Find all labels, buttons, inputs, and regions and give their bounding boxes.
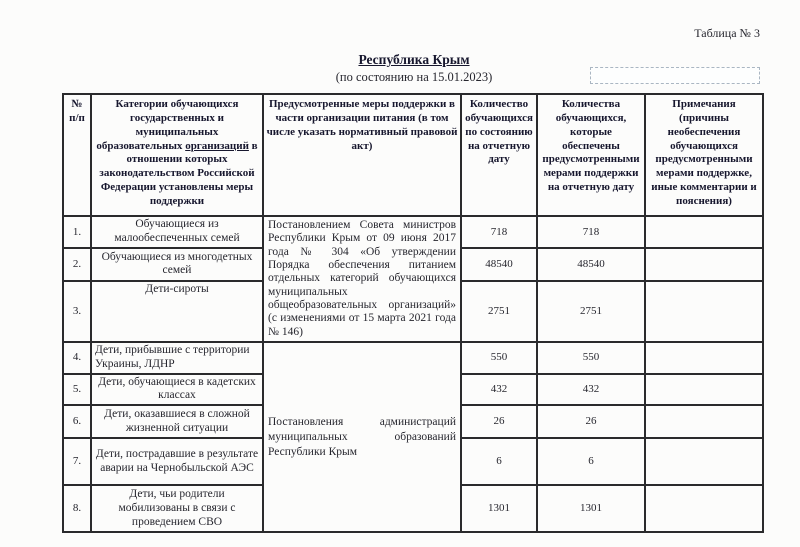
measures-cell-group-2: Постановления администраций муниципальных образований Республики Крым: [263, 342, 461, 532]
page-title: Республика Крым: [358, 52, 470, 67]
count-provided-cell: 1301: [537, 485, 645, 532]
notes-cell: [645, 216, 763, 248]
category-cell: Дети, чьи родители мобилизованы в связи с проведением СВО: [91, 485, 263, 532]
count-on-date-cell: 432: [461, 374, 537, 406]
header-notes: Примечания (причины необеспечения обучающихся предусмотренными мерами поддержке, иные комментарии и пояснения): [645, 94, 763, 216]
row-number: 7.: [63, 438, 91, 485]
notes-cell: [645, 405, 763, 438]
header-measures: Предусмотренные меры поддержки в части организации питания (в том числе указать нормативный правовой акт): [263, 94, 461, 216]
notes-cell: [645, 438, 763, 485]
measures-cell-group-1: Постановлением Совета министров Республики Крым от 09 июня 2017 года № 304 «Об утверждении Порядка обеспечения питанием отдельных категорий обучающихся муниципальных общеобразовательных организаций» (с изменениями от 15 марта 2021 года № 146): [263, 216, 461, 342]
category-cell: Дети-сироты: [91, 281, 263, 342]
count-on-date-cell: 26: [461, 405, 537, 438]
row-number: 4.: [63, 342, 91, 374]
table-row: [63, 216, 763, 248]
count-on-date-cell: 550: [461, 342, 537, 374]
empty-form-field[interactable]: [590, 67, 760, 84]
category-cell: Обучающиеся из многодетных семей: [91, 248, 263, 280]
category-cell: Обучающиеся из малообеспеченных семей: [91, 216, 263, 248]
count-provided-cell: 26: [537, 405, 645, 438]
row-number: 5.: [63, 374, 91, 406]
notes-cell: [645, 281, 763, 342]
count-provided-cell: 2751: [537, 281, 645, 342]
header-category-text-2: в отношении которых законодательством Российской Федерации установлены меры поддержки: [99, 139, 258, 208]
notes-cell: [645, 248, 763, 280]
category-cell: Дети, обучающиеся в кадетских классах: [91, 374, 263, 406]
count-provided-cell: 48540: [537, 248, 645, 280]
category-cell: Дети, прибывшие с территории Украины, ЛДНР: [91, 342, 263, 374]
count-provided-cell: 6: [537, 438, 645, 485]
header-category-text-underlined: организаций: [185, 139, 249, 152]
table-row: [63, 342, 763, 374]
notes-cell: [645, 485, 763, 532]
count-on-date-cell: 2751: [461, 281, 537, 342]
table-header-row: [63, 94, 763, 216]
row-number: 8.: [63, 485, 91, 532]
header-category: [91, 94, 263, 216]
category-cell: Дети, оказавшиеся в сложной жизненной ситуации: [91, 405, 263, 438]
notes-cell: [645, 342, 763, 374]
count-on-date-cell: 718: [461, 216, 537, 248]
row-number: 2.: [63, 248, 91, 280]
count-provided-cell: 550: [537, 342, 645, 374]
header-num: № п/п: [63, 94, 91, 216]
header-category-text-1: Категории обучающихся государственных и муниципальных образовательных: [96, 98, 239, 152]
category-cell: Дети, пострадавшие в результате аварии на Чернобыльской АЭС: [91, 438, 263, 485]
support-measures-table: [62, 93, 764, 533]
header-count-provided: Количества обучающихся, которые обеспечены предусмотренными мерами поддержки на отчетную дату: [537, 94, 645, 216]
report-date-subtitle: (по состоянию на 15.01.2023): [335, 70, 493, 84]
table-number-label: Таблица № 3: [694, 26, 760, 40]
count-on-date-cell: 1301: [461, 485, 537, 532]
count-on-date-cell: 6: [461, 438, 537, 485]
row-number: 6.: [63, 405, 91, 438]
count-provided-cell: 718: [537, 216, 645, 248]
notes-cell: [645, 374, 763, 406]
row-number: 1.: [63, 216, 91, 248]
row-number: 3.: [63, 281, 91, 342]
count-provided-cell: 432: [537, 374, 645, 406]
header-count-on-date: Количество обучающихся по состоянию на отчетную дату: [461, 94, 537, 216]
count-on-date-cell: 48540: [461, 248, 537, 280]
